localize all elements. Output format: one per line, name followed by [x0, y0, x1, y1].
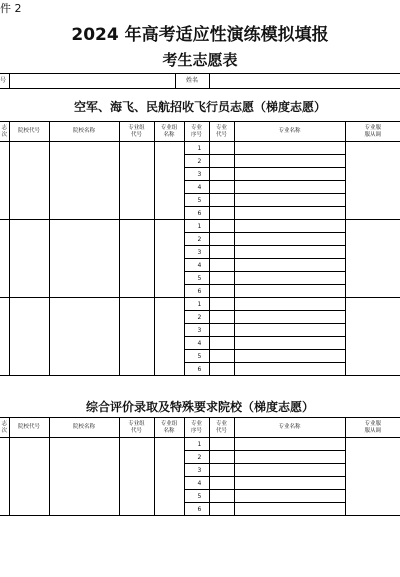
cell-major-seq: 1 [184, 220, 209, 233]
cell-major-name[interactable] [234, 350, 345, 363]
cell-school-name[interactable] [49, 220, 119, 298]
cell-major-name[interactable] [234, 142, 345, 155]
cell-major-code[interactable] [209, 311, 234, 324]
cell-major-seq: 5 [184, 194, 209, 207]
cell-major-code[interactable] [209, 503, 234, 516]
header-major-seq: 专业 序号 [184, 122, 209, 142]
header-adjust-accept: 专业服 服从调 [345, 418, 400, 438]
section-title-pilot: 空军、海飞、民航招收飞行员志愿（梯度志愿） [73, 100, 326, 114]
header-adjust-accept: 专业服 服从调 [345, 122, 400, 142]
cell-major-code[interactable] [209, 194, 234, 207]
header-group-name: 专业组 名称 [154, 418, 184, 438]
cell-school-name[interactable] [49, 142, 119, 220]
header-school-code: 院校代号 [9, 418, 49, 438]
cell-group-name[interactable] [154, 298, 184, 376]
cell-major-seq: 1 [184, 298, 209, 311]
header-school-code: 院校代号 [9, 122, 49, 142]
cell-group-name[interactable] [154, 220, 184, 298]
header-school-name: 院校名称 [49, 122, 119, 142]
exam-number-label: 号 [0, 77, 7, 84]
cell-major-name[interactable] [234, 337, 345, 350]
cell-school-name[interactable] [49, 438, 119, 516]
cell-major-seq: 2 [184, 451, 209, 464]
exam-number-field[interactable] [10, 74, 174, 88]
cell-major-name[interactable] [234, 503, 345, 516]
cell-major-code[interactable] [209, 285, 234, 298]
cell-major-code[interactable] [209, 181, 234, 194]
section-title-comprehensive: 综合评价录取及特殊要求院校（梯度志愿） [85, 400, 314, 414]
attachment-label: 件 2 [0, 2, 22, 15]
cell-major-name[interactable] [234, 285, 345, 298]
cell-major-code[interactable] [209, 438, 234, 451]
table-row [0, 438, 400, 451]
candidate-info-row [0, 73, 400, 89]
cell-major-code[interactable] [209, 451, 234, 464]
cell-major-seq: 4 [184, 259, 209, 272]
cell-group-code[interactable] [119, 438, 154, 516]
cell-group-code[interactable] [119, 298, 154, 376]
cell-major-code[interactable] [209, 272, 234, 285]
cell-major-name[interactable] [234, 298, 345, 311]
cell-major-seq: 5 [184, 272, 209, 285]
cell-school-code[interactable] [9, 142, 49, 220]
cell-school-code[interactable] [9, 220, 49, 298]
header-major-code: 专业 代号 [209, 122, 234, 142]
cell-major-seq: 4 [184, 477, 209, 490]
cell-adjust-accept[interactable] [345, 142, 400, 220]
cell-major-name[interactable] [234, 490, 345, 503]
cell-major-name[interactable] [234, 464, 345, 477]
cell-major-seq: 3 [184, 246, 209, 259]
cell-choice-order[interactable] [0, 438, 9, 516]
cell-major-seq: 3 [184, 324, 209, 337]
cell-major-seq: 4 [184, 337, 209, 350]
cell-major-name[interactable] [234, 451, 345, 464]
table-row [0, 220, 400, 233]
cell-major-code[interactable] [209, 155, 234, 168]
cell-major-code[interactable] [209, 298, 234, 311]
cell-major-code[interactable] [209, 142, 234, 155]
cell-adjust-accept[interactable] [345, 298, 400, 376]
cell-major-seq: 6 [184, 503, 209, 516]
cell-major-name[interactable] [234, 311, 345, 324]
cell-major-seq: 5 [184, 350, 209, 363]
cell-major-code[interactable] [209, 168, 234, 181]
header-group-name: 专业组 名称 [154, 122, 184, 142]
header-major-seq: 专业 序号 [184, 418, 209, 438]
header-group-code: 专业组 代号 [119, 418, 154, 438]
cell-major-seq: 2 [184, 155, 209, 168]
cell-major-code[interactable] [209, 363, 234, 376]
cell-major-code[interactable] [209, 259, 234, 272]
cell-major-name[interactable] [234, 259, 345, 272]
cell-group-code[interactable] [119, 142, 154, 220]
table-row [0, 142, 400, 155]
cell-school-name[interactable] [49, 298, 119, 376]
cell-major-name[interactable] [234, 233, 345, 246]
cell-major-seq: 2 [184, 311, 209, 324]
divider [175, 74, 176, 88]
header-major-name: 专业名称 [234, 122, 345, 142]
cell-major-code[interactable] [209, 220, 234, 233]
page-subtitle: 考生志愿表 [162, 51, 238, 69]
name-field[interactable] [210, 74, 400, 88]
cell-major-name[interactable] [234, 168, 345, 181]
cell-choice-order[interactable] [0, 220, 9, 298]
cell-major-name[interactable] [234, 194, 345, 207]
header-choice-order: 志 次 [0, 418, 9, 438]
cell-major-name[interactable] [234, 246, 345, 259]
cell-major-seq: 1 [184, 142, 209, 155]
cell-major-code[interactable] [209, 490, 234, 503]
cell-major-code[interactable] [209, 246, 234, 259]
cell-major-code[interactable] [209, 337, 234, 350]
cell-major-name[interactable] [234, 181, 345, 194]
cell-major-code[interactable] [209, 324, 234, 337]
cell-choice-order[interactable] [0, 298, 9, 376]
cell-major-name[interactable] [234, 438, 345, 451]
cell-major-name[interactable] [234, 324, 345, 337]
cell-major-seq: 6 [184, 285, 209, 298]
cell-major-code[interactable] [209, 233, 234, 246]
cell-choice-order[interactable] [0, 142, 9, 220]
cell-major-code[interactable] [209, 350, 234, 363]
header-choice-order: 志 次 [0, 122, 9, 142]
cell-major-seq: 2 [184, 233, 209, 246]
pilot-choices-table [0, 121, 400, 376]
header-major-code: 专业 代号 [209, 418, 234, 438]
cell-major-name[interactable] [234, 155, 345, 168]
cell-major-seq: 6 [184, 207, 209, 220]
cell-major-seq: 3 [184, 464, 209, 477]
cell-major-seq: 6 [184, 363, 209, 376]
cell-adjust-accept[interactable] [345, 220, 400, 298]
table-row [0, 298, 400, 311]
cell-major-name[interactable] [234, 207, 345, 220]
page-title: 2024 年高考适应性演练模拟填报 [71, 25, 329, 45]
cell-adjust-accept[interactable] [345, 438, 400, 516]
cell-major-code[interactable] [209, 464, 234, 477]
cell-group-name[interactable] [154, 438, 184, 516]
cell-major-seq: 1 [184, 438, 209, 451]
name-label: 姓名 [186, 77, 199, 84]
header-school-name: 院校名称 [49, 418, 119, 438]
header-major-name: 专业名称 [234, 418, 345, 438]
header-group-code: 专业组 代号 [119, 122, 154, 142]
cell-major-name[interactable] [234, 477, 345, 490]
cell-major-code[interactable] [209, 207, 234, 220]
cell-school-code[interactable] [9, 298, 49, 376]
cell-major-seq: 4 [184, 181, 209, 194]
cell-major-name[interactable] [234, 220, 345, 233]
cell-group-code[interactable] [119, 220, 154, 298]
cell-major-seq: 5 [184, 490, 209, 503]
comprehensive-choices-table [0, 417, 400, 516]
cell-major-code[interactable] [209, 477, 234, 490]
cell-group-name[interactable] [154, 142, 184, 220]
cell-school-code[interactable] [9, 438, 49, 516]
cell-major-name[interactable] [234, 363, 345, 376]
cell-major-seq: 3 [184, 168, 209, 181]
cell-major-name[interactable] [234, 272, 345, 285]
